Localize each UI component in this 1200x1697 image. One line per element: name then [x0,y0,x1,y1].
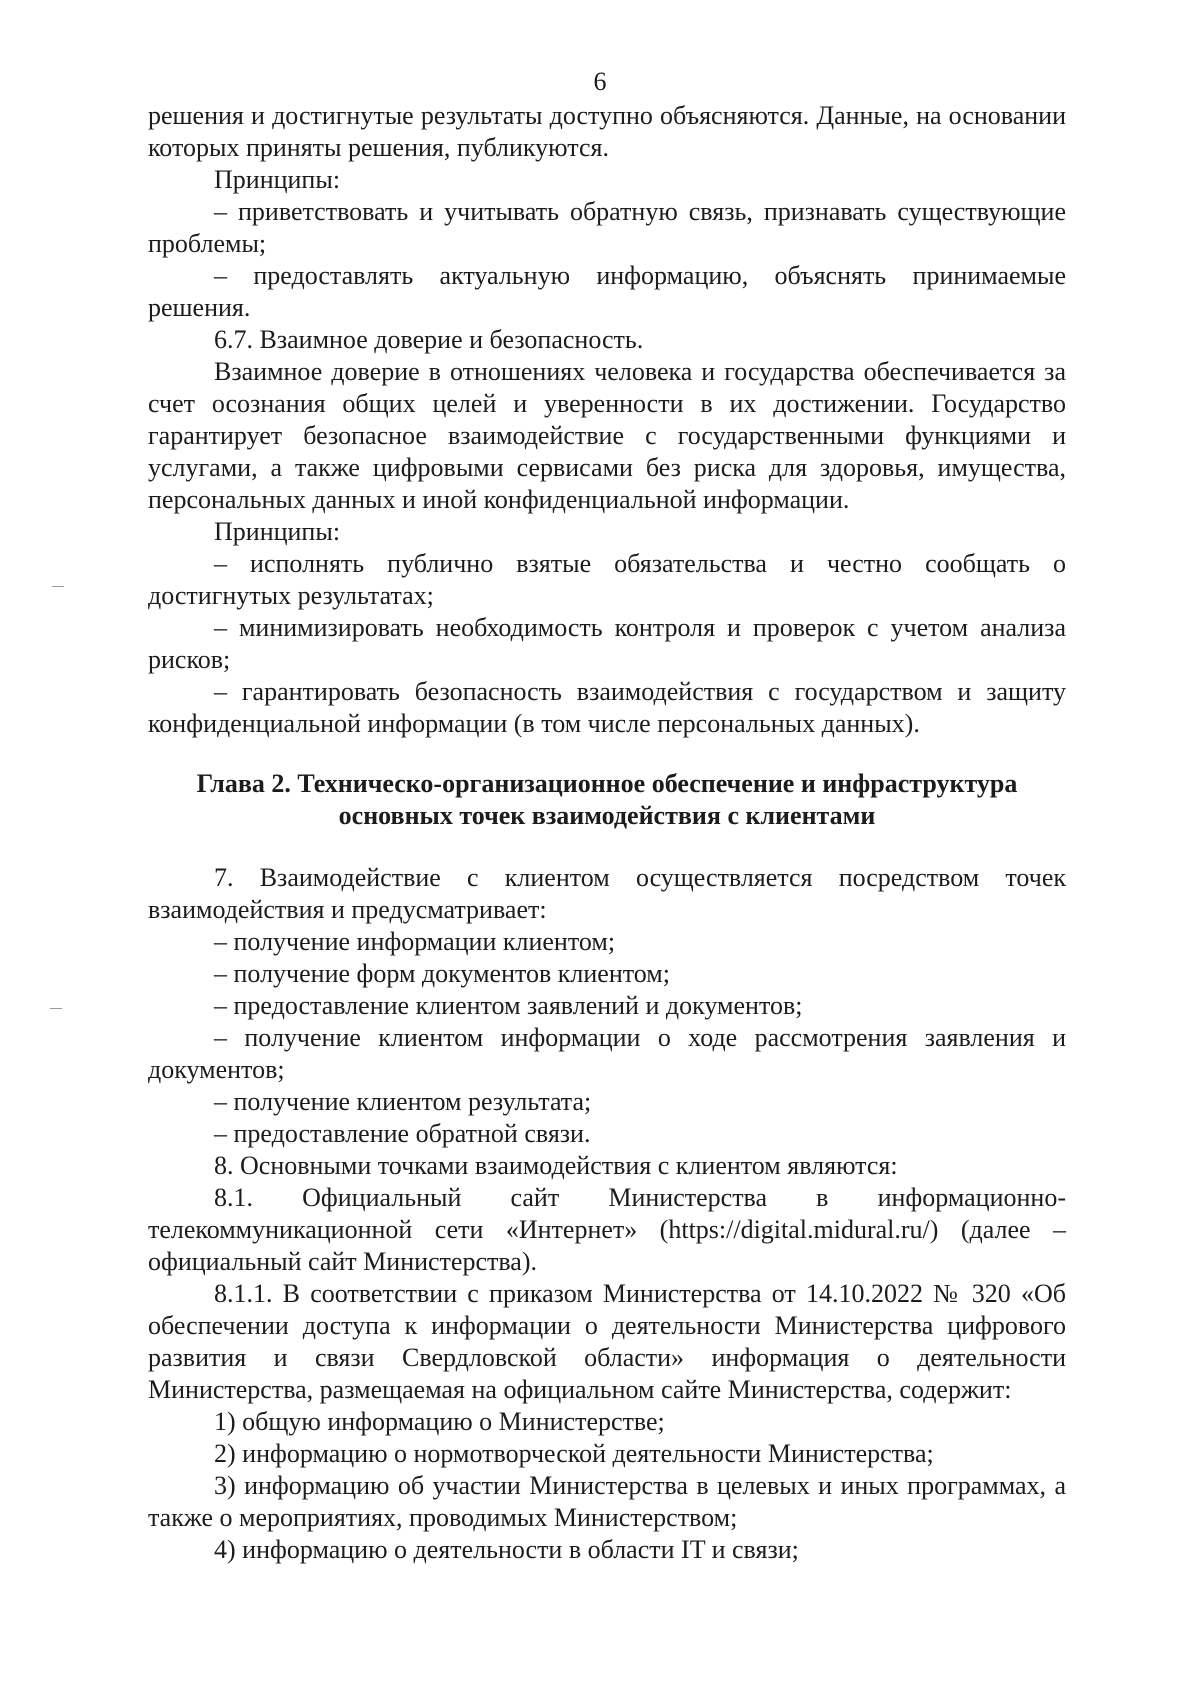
paragraph: 8. Основными точками взаимодействия с клиентом являются: [214,1151,898,1180]
list-item: – получение форм документов клиентом; [214,959,670,988]
list-item: – минимизировать необходимость контроля и проверок с учетом анализа рисков; [148,613,1066,674]
list-item: – получение клиентом результата; [214,1087,592,1116]
list-item: – получение информации клиентом; [214,927,616,956]
paragraph: 8.1.1. В соответствии с приказом Министерства от 14.10.2022 № 320 «Об обеспечении доступа к информации о деятельности Министерства цифрового развития и связи Свердловской области» информация о деятельности Министерства, размещаемая на официальном сайте Министерства, содержит: [148,1279,1066,1404]
list-item: – исполнять публично взятые обязательства и честно сообщать о достигнутых результатах; [148,549,1066,610]
list-item: – предоставлять актуальную информацию, объяснять принимаемые решения. [148,261,1066,322]
page-number: 6 [593,67,607,96]
scan-mark [50,1008,62,1009]
list-item: 4) информацию о деятельности в области IT и связи; [214,1535,799,1564]
chapter-heading-line: основных точек взаимодействия с клиентами [338,801,876,830]
list-item: – гарантировать безопасность взаимодействия с государством и защиту конфиденциальной информации (в том числе персональных данных). [148,677,1066,738]
chapter-heading [148,768,1066,832]
list-item: – предоставление обратной связи. [214,1119,591,1148]
paragraph: 7. Взаимодействие с клиентом осуществляется посредством точек взаимодействия и предусматривает: [148,863,1066,924]
chapter-heading-line: Глава 2. Техническо-организационное обеспечение и инфраструктура [196,769,1018,798]
document-body [148,100,1066,1566]
list-item: 1) общую информацию о Министерстве; [214,1407,665,1436]
list-item: – получение клиентом информации о ходе рассмотрения заявления и документов; [148,1023,1066,1084]
paragraph: Взаимное доверие в отношениях человека и государства обеспечивается за счет осознания общих целей и уверенности в их достижении. Государство гарантирует безопасное взаимодействие с государственными функциями и услугами, а также цифровыми сервисами без риска для здоровья, имущества, персональных данных и иной конфиденциальной информации. [148,357,1066,514]
paragraph: Принципы: [214,517,341,546]
paragraph: Принципы: [214,165,341,194]
paragraph: решения и достигнутые результаты доступно объясняются. Данные, на основании которых приняты решения, публикуются. [148,101,1066,162]
list-item: – предоставление клиентом заявлений и документов; [214,991,803,1020]
list-item: 3) информацию об участии Министерства в целевых и иных программах, а также о мероприятиях, проводимых Министерством; [148,1471,1066,1532]
list-item: 2) информацию о нормотворческой деятельности Министерства; [214,1439,934,1468]
paragraph: 8.1. Официальный сайт Министерства в информационно-телекоммуникационной сети «Интернет» (https://digital.midural.ru/) (далее – официальный сайт Министерства). [148,1183,1066,1276]
section-title: 6.7. Взаимное доверие и безопасность. [214,325,644,354]
list-item: – приветствовать и учитывать обратную связь, признавать существующие проблемы; [148,197,1066,258]
scan-mark [52,586,64,587]
